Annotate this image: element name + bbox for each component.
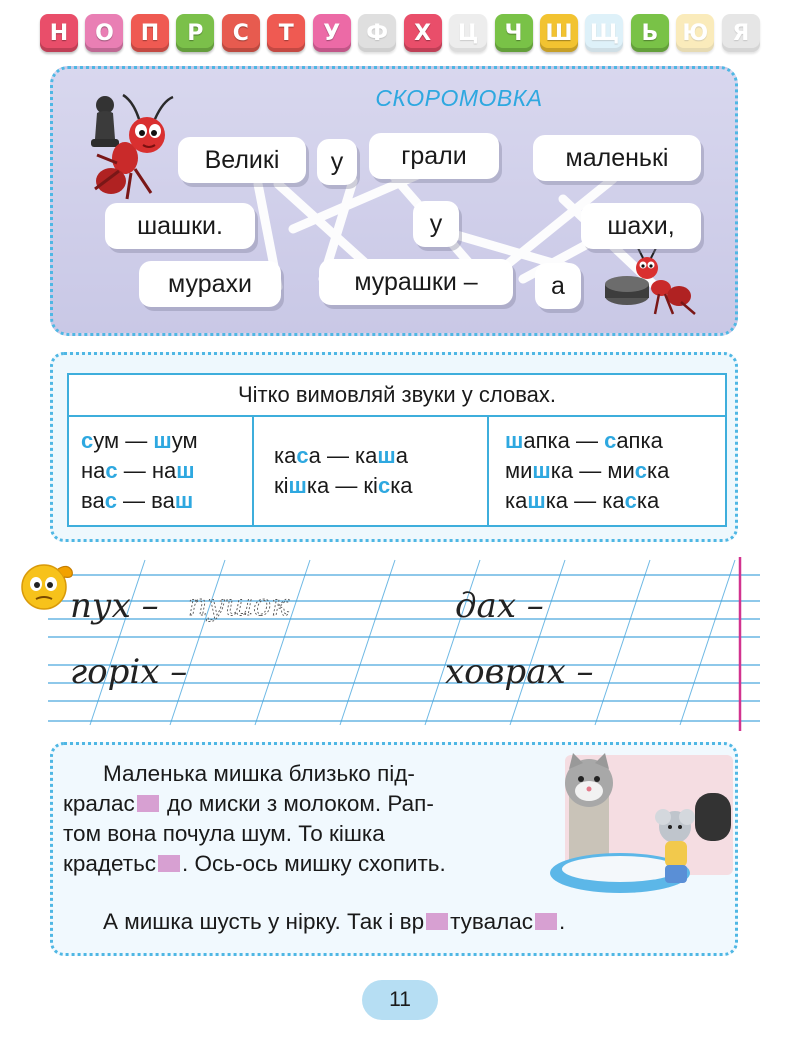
alphabet-letter-tile: Ц xyxy=(449,14,487,52)
word-card: грали xyxy=(369,133,499,179)
story-line: крадетьс xyxy=(63,851,157,876)
writing-word: ховрах – xyxy=(445,652,594,692)
highlighted-letter: ш xyxy=(527,488,546,513)
writing-word: дах – xyxy=(455,586,544,626)
alphabet-strip xyxy=(40,14,760,56)
highlighted-letter: ш xyxy=(532,458,551,483)
sound-word-pair xyxy=(81,426,252,456)
alphabet-letter-tile: П xyxy=(131,14,169,52)
word-segment: ка xyxy=(274,443,297,468)
word-segment: — ва xyxy=(116,488,175,513)
alphabet-letter-tile: Щ xyxy=(585,14,623,52)
word-card: мурашки – xyxy=(319,259,513,305)
sounds-column xyxy=(252,417,487,525)
alphabet-letter-tile: Ю xyxy=(676,14,714,52)
highlighted-letter: ш xyxy=(288,473,307,498)
alphabet-letter-tile: Р xyxy=(176,14,214,52)
tracing-word: пушок xyxy=(188,588,290,623)
alphabet-letter-tile: У xyxy=(313,14,351,52)
sound-word-pair xyxy=(505,486,725,516)
word-segment: — на xyxy=(117,458,177,483)
highlighted-letter: с xyxy=(81,428,94,453)
word-segment: ка — кі xyxy=(306,473,378,498)
story-panel xyxy=(50,742,738,956)
sound-word-pair xyxy=(81,486,252,516)
word-segment: ка xyxy=(505,488,528,513)
word-card: а xyxy=(535,263,581,309)
story-line: А мишка шусть у нірку. Так і вр xyxy=(103,909,425,934)
story-line: тувалас xyxy=(450,909,534,934)
writing-word: пух – xyxy=(70,586,159,626)
word-segment: ка — ка xyxy=(545,488,625,513)
alphabet-letter-tile: С xyxy=(222,14,260,52)
word-segment: ва xyxy=(81,488,105,513)
word-segment: апка xyxy=(616,428,663,453)
missing-letter-box[interactable] xyxy=(535,913,557,930)
sounds-column xyxy=(487,417,725,525)
story-line: том вона почула шум. То кішка xyxy=(63,821,385,846)
word-segment: ум xyxy=(171,428,198,453)
highlighted-letter: с xyxy=(105,458,118,483)
alphabet-letter-tile: Я xyxy=(722,14,760,52)
word-segment: на xyxy=(81,458,106,483)
handwriting-lines xyxy=(0,555,800,740)
alphabet-letter-tile: Ф xyxy=(358,14,396,52)
sound-word-pair xyxy=(81,456,252,486)
twister-title: СКОРОМОВКА xyxy=(375,85,543,111)
highlighted-letter: с xyxy=(104,488,117,513)
story-last-line xyxy=(103,909,565,935)
alphabet-letter-tile: О xyxy=(85,14,123,52)
alphabet-letter-tile: Н xyxy=(40,14,78,52)
word-segment: ка xyxy=(390,473,413,498)
word-segment: ка — ми xyxy=(550,458,635,483)
word-card: Великі xyxy=(178,137,306,183)
highlighted-letter: ш xyxy=(176,458,195,483)
word-segment: ми xyxy=(505,458,533,483)
story-line: . Ось-ось мишку схопить. xyxy=(182,851,446,876)
story-line: кралас xyxy=(63,791,135,816)
story-line: . xyxy=(559,909,566,934)
word-card: шашки. xyxy=(105,203,255,249)
sound-word-pair xyxy=(505,456,725,486)
sounds-instruction: Чітко вимовляй звуки у словах. xyxy=(69,375,725,417)
tongue-twister-panel xyxy=(50,66,738,336)
alphabet-letter-tile: Ь xyxy=(631,14,669,52)
highlighted-letter: с xyxy=(296,443,309,468)
highlighted-letter: ш xyxy=(505,428,524,453)
ant-with-pot-icon xyxy=(599,244,711,324)
alphabet-letter-tile: Ч xyxy=(495,14,533,52)
word-segment: а xyxy=(395,443,408,468)
alphabet-letter-tile: Т xyxy=(267,14,305,52)
word-segment: а — ка xyxy=(308,443,378,468)
sounds-column xyxy=(69,417,252,525)
highlighted-letter: ш xyxy=(174,488,194,513)
word-card: у xyxy=(317,139,357,185)
sounds-columns xyxy=(69,417,725,525)
word-card: маленькі xyxy=(533,135,701,181)
story-line: до миски з молоком. Рап- xyxy=(160,791,434,816)
word-segment: кі xyxy=(274,473,289,498)
word-card: у xyxy=(413,201,459,247)
thinking-emoji-icon xyxy=(18,557,82,613)
highlighted-letter: с xyxy=(624,488,637,513)
highlighted-letter: с xyxy=(634,458,647,483)
word-card: мурахи xyxy=(139,261,281,307)
sound-word-pair xyxy=(505,426,725,456)
alphabet-letter-tile: Ш xyxy=(540,14,578,52)
ant-with-pawn-icon xyxy=(75,83,185,203)
alphabet-letter-tile: Х xyxy=(404,14,442,52)
sounds-table xyxy=(67,373,727,527)
highlighted-letter: с xyxy=(604,428,617,453)
word-segment: ка xyxy=(647,458,670,483)
highlighted-letter: ш xyxy=(377,443,396,468)
sound-word-pair xyxy=(274,441,487,471)
missing-letter-box[interactable] xyxy=(158,855,180,872)
sound-word-pair xyxy=(274,471,487,501)
writing-word: горіх – xyxy=(70,652,188,692)
word-segment: ка xyxy=(636,488,660,513)
story-line: Маленька мишка близько під- xyxy=(103,761,415,786)
page-number: 11 xyxy=(362,980,438,1020)
word-card: шахи, xyxy=(581,203,701,249)
missing-letter-box[interactable] xyxy=(426,913,448,930)
word-segment: ум — xyxy=(93,428,154,453)
word-segment: апка — xyxy=(523,428,605,453)
story-paragraph xyxy=(63,759,543,879)
sounds-panel xyxy=(50,352,738,542)
cat-and-mouse-illustration xyxy=(545,753,735,903)
missing-letter-box[interactable] xyxy=(137,795,159,812)
highlighted-letter: ш xyxy=(153,428,172,453)
highlighted-letter: с xyxy=(377,473,391,498)
